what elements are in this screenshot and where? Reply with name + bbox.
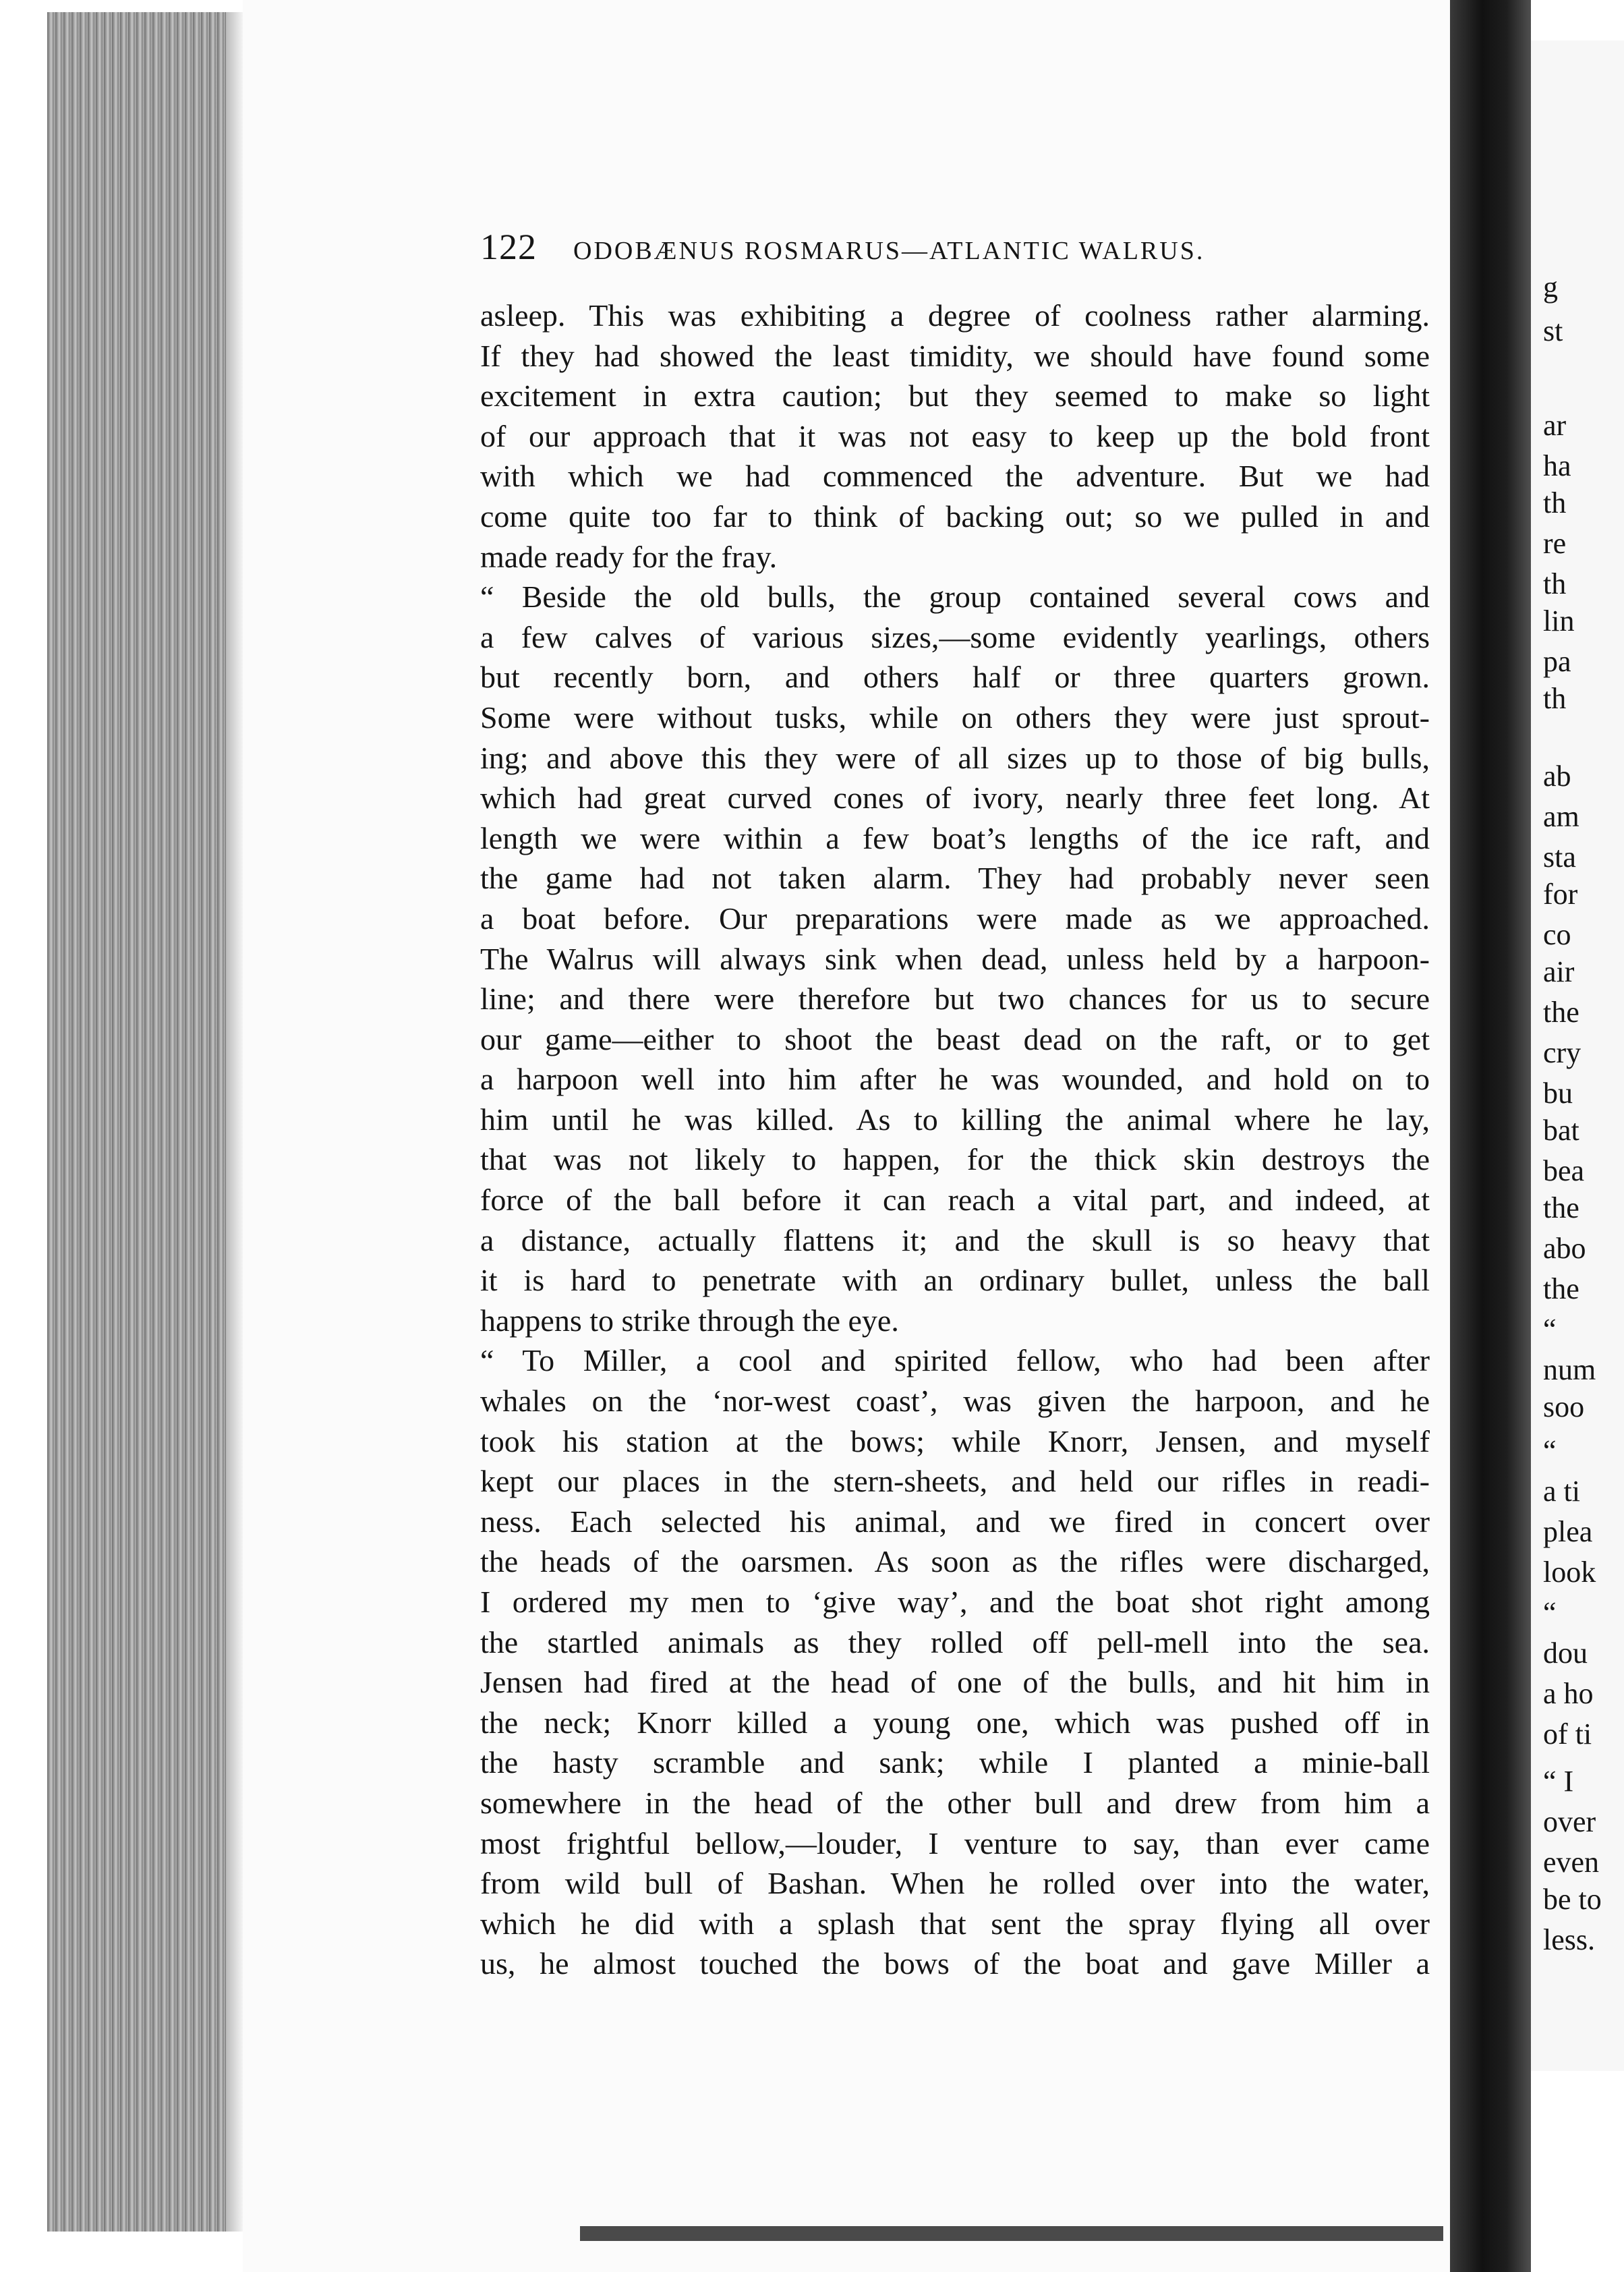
text-line: but recently born, and others half or three quarters grown. xyxy=(480,660,1430,695)
facing-page-fragment: ab xyxy=(1543,760,1571,793)
facing-page-fragment: th xyxy=(1543,567,1567,600)
text-line: him until he was killed. As to killing the animal where he lay, xyxy=(480,1102,1430,1137)
facing-page-fragment: a ti xyxy=(1543,1475,1580,1508)
facing-page-fragment: look xyxy=(1543,1556,1596,1589)
text-line: force of the ball before it can reach a vital part, and indeed, at xyxy=(480,1183,1430,1218)
text-line: with which we had commenced the adventure. But we had xyxy=(480,459,1430,494)
text-line: excitement in extra caution; but they seemed to make so light xyxy=(480,378,1430,414)
facing-page xyxy=(1531,40,1624,2071)
text-line: from wild bull of Bashan. When he rolled over into the water, xyxy=(480,1866,1430,1901)
text-line: ing; and above this they were of all sizes up to those of big bulls, xyxy=(480,740,1430,775)
facing-page-fragment: bea xyxy=(1543,1154,1585,1187)
text-line: “ Beside the old bulls, the group contained several cows and xyxy=(480,579,1430,615)
text-line: which he did with a splash that sent the spray flying all over xyxy=(480,1906,1430,1941)
page-header-title: ODOBÆNUS ROSMARUS—ATLANTIC WALRUS. xyxy=(573,237,1205,265)
body-text xyxy=(480,295,1430,1984)
text-line: a harpoon well into him after he was wounded, and hold on to xyxy=(480,1062,1430,1097)
facing-page-fragment: lin xyxy=(1543,604,1575,637)
facing-page-fragment: “ I xyxy=(1543,1765,1574,1798)
text-line: the heads of the oarsmen. As soon as the rifles were discharged, xyxy=(480,1544,1430,1579)
text-line: our game—either to shoot the beast dead on the raft, or to get xyxy=(480,1021,1430,1056)
text-line: us, he almost touched the bows of the boat and gave Miller a xyxy=(480,1946,1430,1981)
binding-gutter xyxy=(1450,0,1531,2272)
text-line: that was not likely to happen, for the thick skin destroys the xyxy=(480,1142,1430,1177)
facing-page-fragment: bat xyxy=(1543,1114,1579,1147)
text-line: made ready for the fray. xyxy=(480,539,778,574)
text-line: ness. Each selected his animal, and we fired in concert over xyxy=(480,1504,1430,1539)
bottom-shadow-band xyxy=(580,2226,1443,2241)
facing-page-fragment: “ xyxy=(1543,1313,1557,1346)
text-line: whales on the ‘nor-west coast’, was given the harpoon, and he xyxy=(480,1384,1430,1419)
facing-page-fragment: soo xyxy=(1543,1390,1585,1423)
text-line: line; and there were therefore but two chances for us to secure xyxy=(480,982,1430,1017)
facing-page-fragment: air xyxy=(1543,955,1575,988)
facing-page-fragment: ar xyxy=(1543,409,1567,442)
facing-page-fragment: the xyxy=(1543,1272,1579,1305)
facing-page-fragment: over xyxy=(1543,1805,1596,1838)
text-line: somewhere in the head of the other bull and drew from him a xyxy=(480,1785,1430,1820)
facing-page-fragment: ha xyxy=(1543,449,1571,482)
facing-page-fragment: for xyxy=(1543,878,1578,911)
text-line: the neck; Knorr killed a young one, which was pushed off in xyxy=(480,1705,1430,1740)
facing-page-fragment: even xyxy=(1543,1846,1600,1879)
facing-page-fragment: th xyxy=(1543,486,1567,519)
facing-page-fragment: co xyxy=(1543,918,1571,951)
text-line: kept our places in the stern-sheets, and held our rifles in readi- xyxy=(480,1464,1430,1499)
facing-page-fragment: the xyxy=(1543,996,1579,1029)
running-head xyxy=(480,226,1323,273)
facing-page-fragment: a ho xyxy=(1543,1677,1594,1710)
facing-page-fragment: less. xyxy=(1543,1923,1595,1956)
facing-page-fragment: “ xyxy=(1543,1596,1557,1629)
facing-page-fragment: dou xyxy=(1543,1637,1588,1670)
facing-page-fragment: of ti xyxy=(1543,1717,1592,1751)
text-line: asleep. This was exhibiting a degree of coolness rather alarming. xyxy=(480,298,1430,333)
facing-page-fragment: abo xyxy=(1543,1232,1586,1265)
text-line: a boat before. Our preparations were made as we approached. xyxy=(480,901,1430,936)
facing-page-fragment: g xyxy=(1543,271,1558,304)
text-line: a few calves of various sizes,—some evidently yearlings, others xyxy=(480,619,1430,654)
page-edges-shadow xyxy=(226,12,243,2232)
facing-page-fragment: sta xyxy=(1543,841,1576,874)
facing-page-fragment: bu xyxy=(1543,1077,1573,1110)
facing-page-fragment: th xyxy=(1543,682,1567,715)
text-line: took his station at the bows; while Knorr, Jensen, and myself xyxy=(480,1423,1430,1458)
text-line: I ordered my men to ‘give way’, and the boat shot right among xyxy=(480,1585,1430,1619)
facing-page-fragment: re xyxy=(1543,527,1567,560)
facing-page-fragment: the xyxy=(1543,1191,1579,1224)
facing-page-fragment: am xyxy=(1543,800,1579,833)
text-line: most frightful bellow,—louder, I venture to say, than ever came xyxy=(480,1825,1430,1861)
text-line: length we were within a few boat’s lengths of the ice raft, and xyxy=(480,820,1430,855)
page-edges xyxy=(47,12,243,2232)
page-number: 122 xyxy=(480,227,537,267)
text-line: it is hard to penetrate with an ordinary bullet, unless the ball xyxy=(480,1263,1430,1298)
facing-page-fragment: num xyxy=(1543,1353,1596,1386)
text-line: Jensen had fired at the head of one of the bulls, and hit him in xyxy=(480,1665,1430,1700)
text-line: which had great curved cones of ivory, nearly three feet long. At xyxy=(480,780,1430,816)
facing-page-fragment: st xyxy=(1543,314,1563,347)
text-line: The Walrus will always sink when dead, unless held by a harpoon- xyxy=(480,941,1430,976)
facing-page-fragment: “ xyxy=(1543,1434,1557,1467)
text-line: the startled animals as they rolled off pell-mell into the sea. xyxy=(480,1624,1430,1659)
facing-page-fragment: cry xyxy=(1543,1036,1582,1069)
text-line: the game had not taken alarm. They had probably never seen xyxy=(480,861,1430,896)
text-line: of our approach that it was not easy to keep up the bold front xyxy=(480,418,1430,453)
facing-page-fragment: pa xyxy=(1543,645,1571,678)
text-line: Some were without tusks, while on others they were just sprout- xyxy=(480,700,1430,735)
text-line: “ To Miller, a cool and spirited fellow, who had been after xyxy=(480,1343,1430,1378)
text-line: a distance, actually flattens it; and the skull is so heavy that xyxy=(480,1222,1430,1257)
facing-page-fragment: plea xyxy=(1543,1515,1593,1548)
text-line: the hasty scramble and sank; while I planted a minie-ball xyxy=(480,1745,1430,1780)
text-line: come quite too far to think of backing out; so we pulled in and xyxy=(480,499,1430,534)
text-line: If they had showed the least timidity, we should have found some xyxy=(480,338,1430,373)
text-line: happens to strike through the eye. xyxy=(480,1303,899,1338)
facing-page-fragment: be to xyxy=(1543,1883,1602,1916)
